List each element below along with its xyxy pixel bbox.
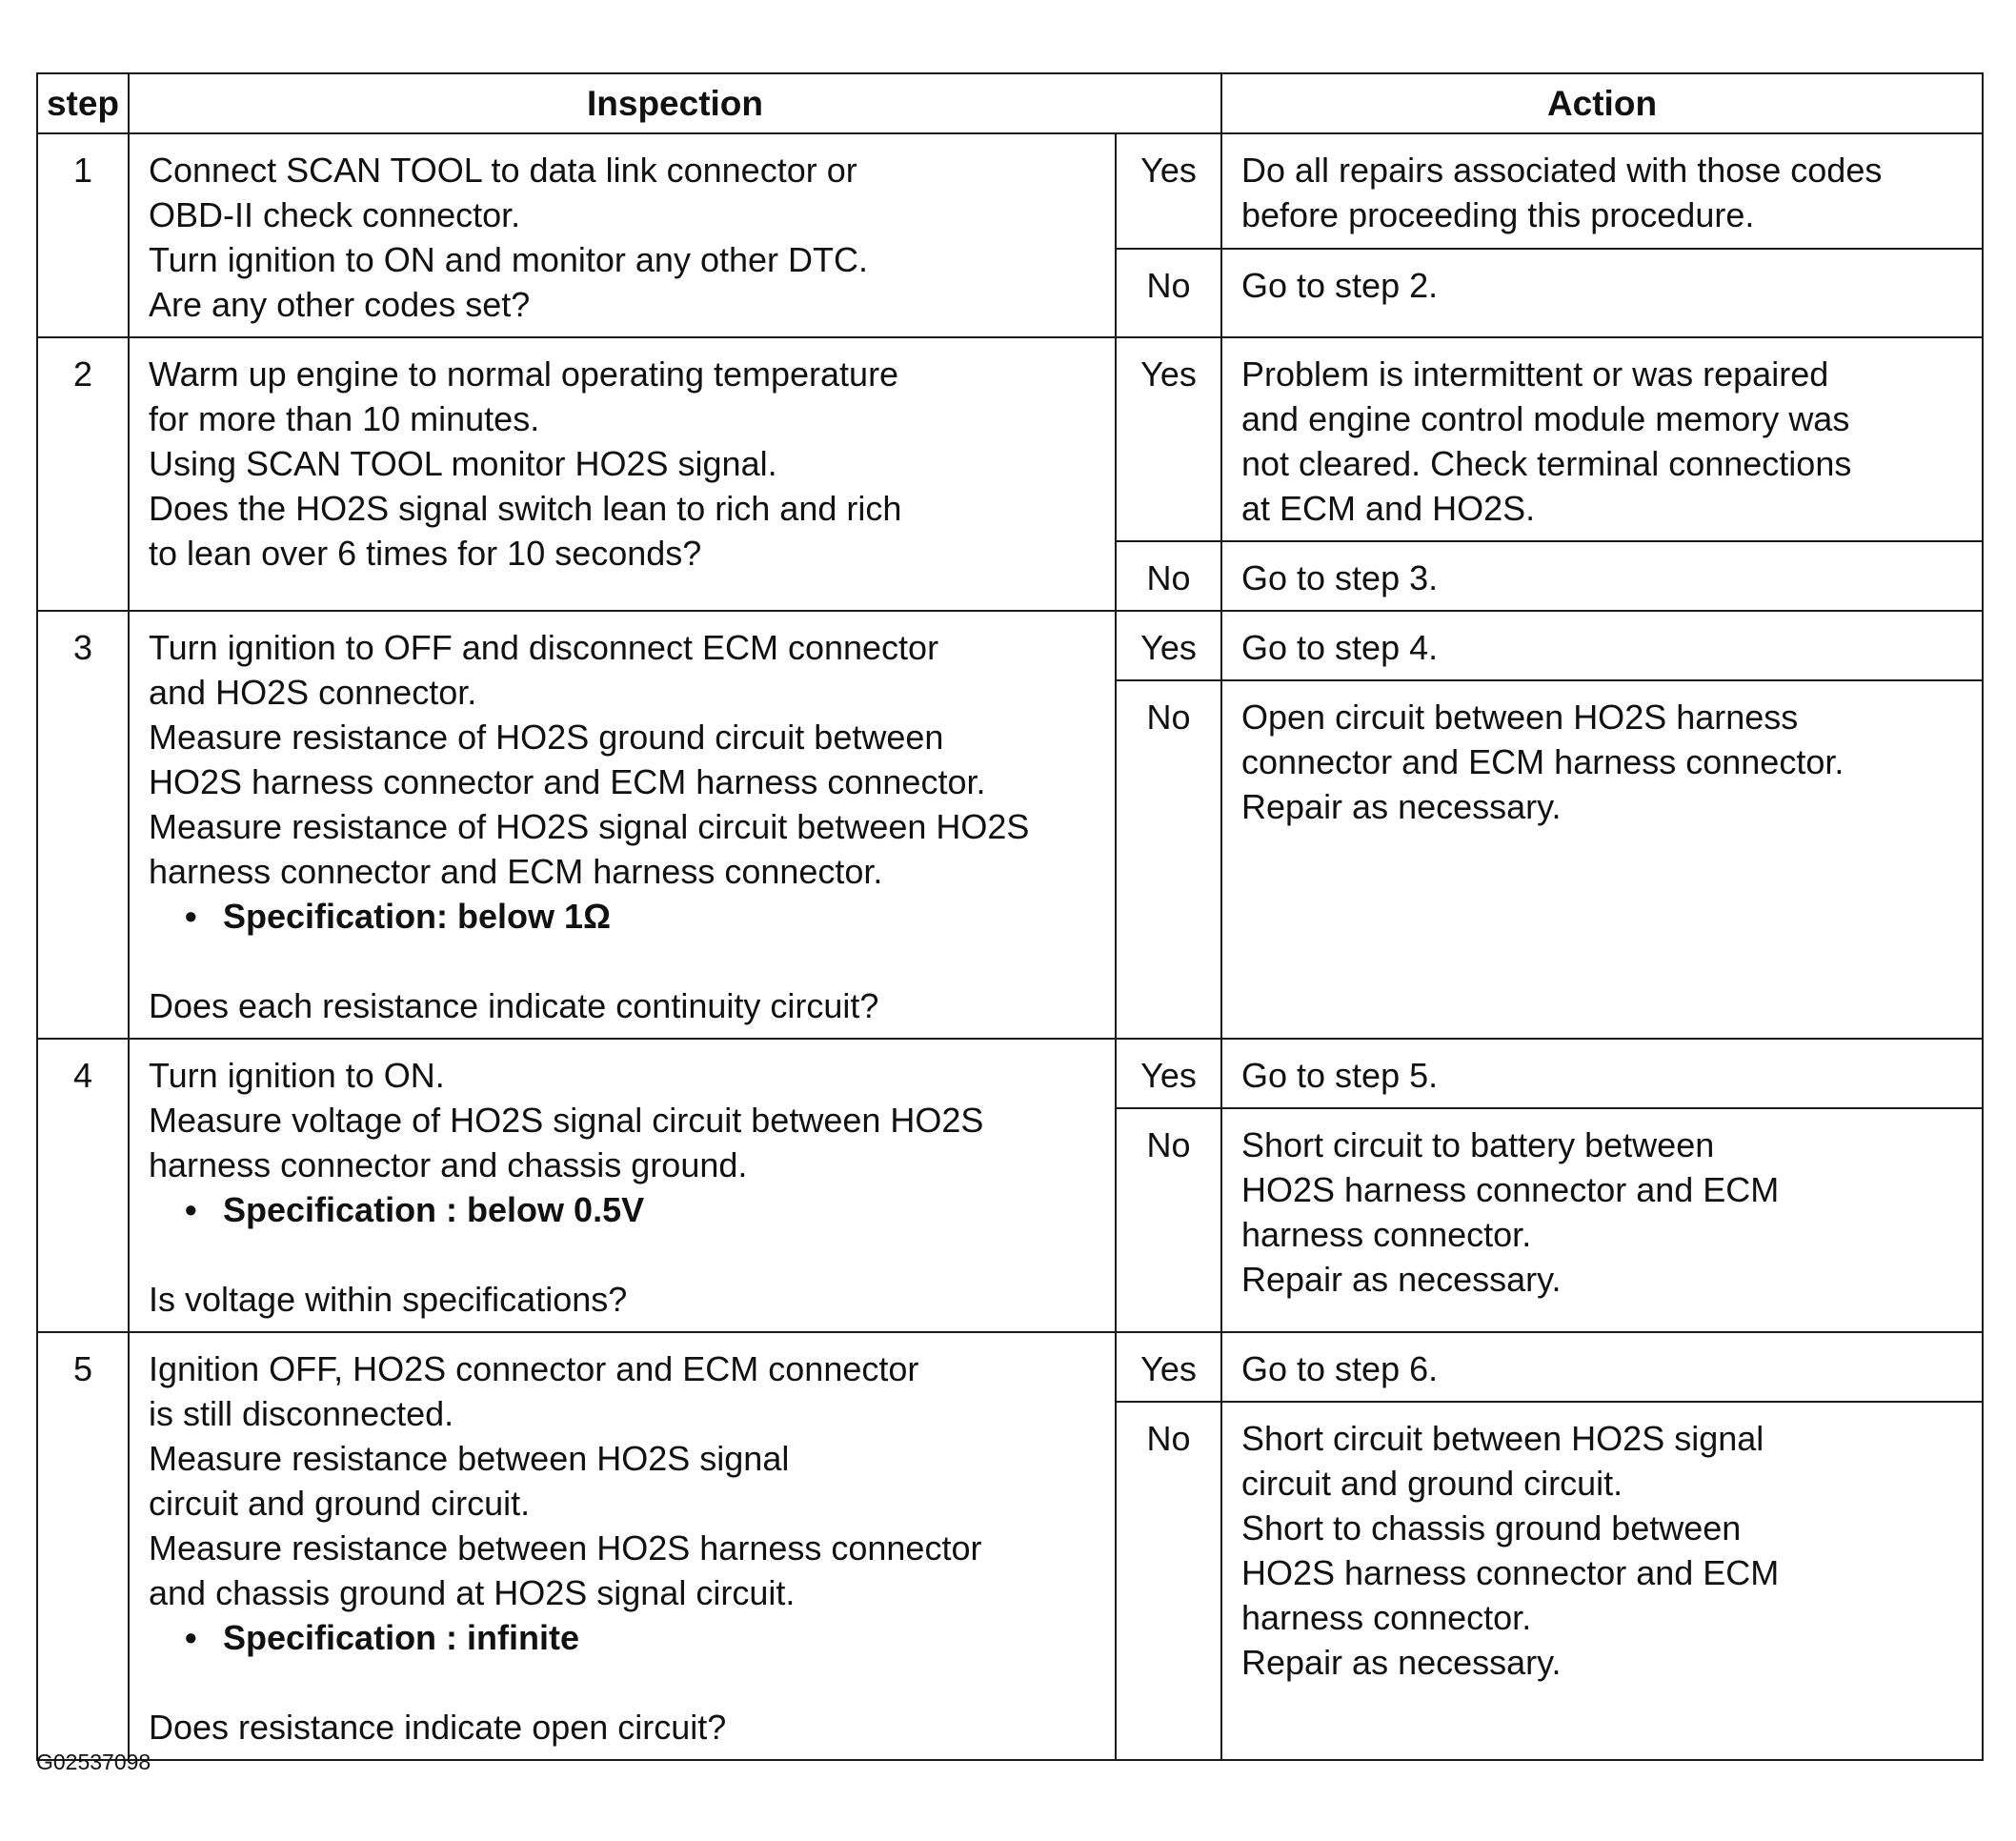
step-row-1-yes [37,133,1983,249]
step-row-4-yes [37,1039,1983,1108]
no-label: No [1116,249,1221,337]
no-action: Go to step 3. [1221,541,1983,611]
specification: • Specification : below 0.5V [149,1187,1099,1232]
yes-action: Problem is intermittent or was repaired and engine control module memory was not cleared. Check terminal connections at ECM and HO2S. [1221,337,1983,541]
diagnostic-table [36,72,1984,1761]
step-number: 3 [37,611,129,1039]
step-row-2-yes [37,337,1983,541]
step-row-3-yes [37,611,1983,680]
yes-action: Go to step 4. [1221,611,1983,680]
inspection-text [129,133,1116,337]
no-label: No [1116,1108,1221,1332]
step-number: 4 [37,1039,129,1332]
inspection-header: Inspection [129,73,1221,133]
inspection-instructions: Turn ignition to OFF and disconnect ECM connector and HO2S connector. Measure resistance of HO2S ground circuit between HO2S harness connector and ECM harness connector. Measure resistance of HO2S signal circuit between HO2S harness connector and ECM harness connector. [149,628,1030,891]
header-row [37,73,1983,133]
action-header: Action [1221,73,1983,133]
yes-label: Yes [1116,133,1221,249]
no-action: Open circuit between HO2S harness connector and ECM harness connector. Repair as necessary. [1221,680,1983,1039]
inspection-question: Does each resistance indicate continuity circuit? [149,986,879,1025]
yes-action: Go to step 6. [1221,1332,1983,1402]
specification: • Specification: below 1Ω [149,894,1099,939]
no-label: No [1116,1402,1221,1760]
yes-label: Yes [1116,337,1221,541]
no-label: No [1116,541,1221,611]
yes-action: Do all repairs associated with those codes before proceeding this procedure. [1221,133,1983,249]
inspection-text [129,337,1116,611]
inspection-instructions: Warm up engine to normal operating temperature for more than 10 minutes. Using SCAN TOOL monitor HO2S signal. Does the HO2S signal switch lean to rich and rich to lean over 6 times for 10 seconds? [149,354,902,573]
no-action: Short circuit to battery between HO2S harness connector and ECM harness connector. Repair as necessary. [1221,1108,1983,1332]
yes-label: Yes [1116,1332,1221,1402]
inspection-instructions: Connect SCAN TOOL to data link connector or OBD-II check connector. Turn ignition to ON and monitor any other DTC. Are any other codes set? [149,151,868,324]
inspection-question: Is voltage within specifications? [149,1280,628,1319]
inspection-question: Does resistance indicate open circuit? [149,1708,727,1747]
no-label: No [1116,680,1221,1039]
step-row-5-yes [37,1332,1983,1402]
step-header: step [37,73,129,133]
inspection-text [129,1039,1116,1332]
inspection-text [129,611,1116,1039]
inspection-instructions: Ignition OFF, HO2S connector and ECM connector is still disconnected. Measure resistance between HO2S signal circuit and ground circuit. Measure resistance between HO2S harness connector and chassis ground at HO2S signal circuit. [149,1349,982,1612]
yes-label: Yes [1116,611,1221,680]
no-action: Short circuit between HO2S signal circuit and ground circuit. Short to chassis ground between HO2S harness connector and ECM harness connector. Repair as necessary. [1221,1402,1983,1760]
step-number: 1 [37,133,129,337]
no-action: Go to step 2. [1221,249,1983,337]
yes-action: Go to step 5. [1221,1039,1983,1108]
inspection-instructions: Turn ignition to ON. Measure voltage of HO2S signal circuit between HO2S harness connector and chassis ground. [149,1056,984,1184]
step-number: 5 [37,1332,129,1760]
step-number: 2 [37,337,129,611]
inspection-text [129,1332,1116,1760]
yes-label: Yes [1116,1039,1221,1108]
specification: • Specification : infinite [149,1615,1099,1660]
figure-id: G02537098 [36,1750,151,1774]
